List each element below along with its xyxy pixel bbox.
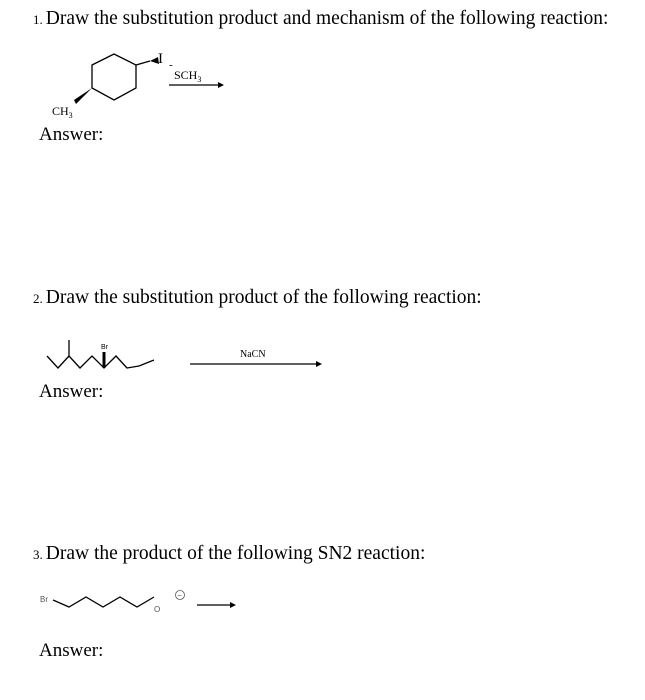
reaction-2-arrowhead — [316, 361, 322, 367]
reagent-2-label: NaCN — [240, 349, 266, 360]
reagent-charge: - — [169, 59, 173, 71]
question-2-number: 2. — [33, 291, 43, 306]
cyclohexane-ring — [92, 54, 136, 100]
question-1-number: 1. — [33, 12, 43, 27]
alkyl-chain-2 — [47, 356, 154, 368]
iodine-label: I — [158, 51, 163, 67]
negative-charge-sign: − — [177, 591, 182, 600]
question-2-title — [33, 287, 482, 309]
question-2-text: Draw the substitution product of the following reaction: — [45, 287, 482, 308]
question-1-text: Draw the substitution product and mechanism of the following reaction: — [45, 8, 609, 29]
oxygen-label: O — [154, 605, 161, 614]
reagent-1-formula: $SCH_3$ — [174, 68, 202, 84]
answer-1-label: Answer: — [39, 124, 104, 145]
question-3-text: Draw the product of the following SN2 reaction: — [45, 543, 426, 564]
answer-3-label: Answer: — [39, 640, 104, 661]
question-3-title — [33, 543, 425, 565]
methyl-label: $CH_3$ — [52, 104, 73, 120]
reaction-1-arrowhead — [218, 82, 224, 88]
bromine-label-3: Br — [40, 595, 48, 604]
c-i-bond — [136, 61, 150, 65]
methyl-wedge — [74, 88, 92, 104]
answer-2-label: Answer: — [39, 381, 104, 402]
reaction-3-arrowhead — [230, 602, 236, 608]
question-3-number: 3. — [33, 547, 43, 562]
bromine-label-2: Br — [101, 344, 108, 351]
alkyl-chain-3 — [53, 597, 154, 607]
